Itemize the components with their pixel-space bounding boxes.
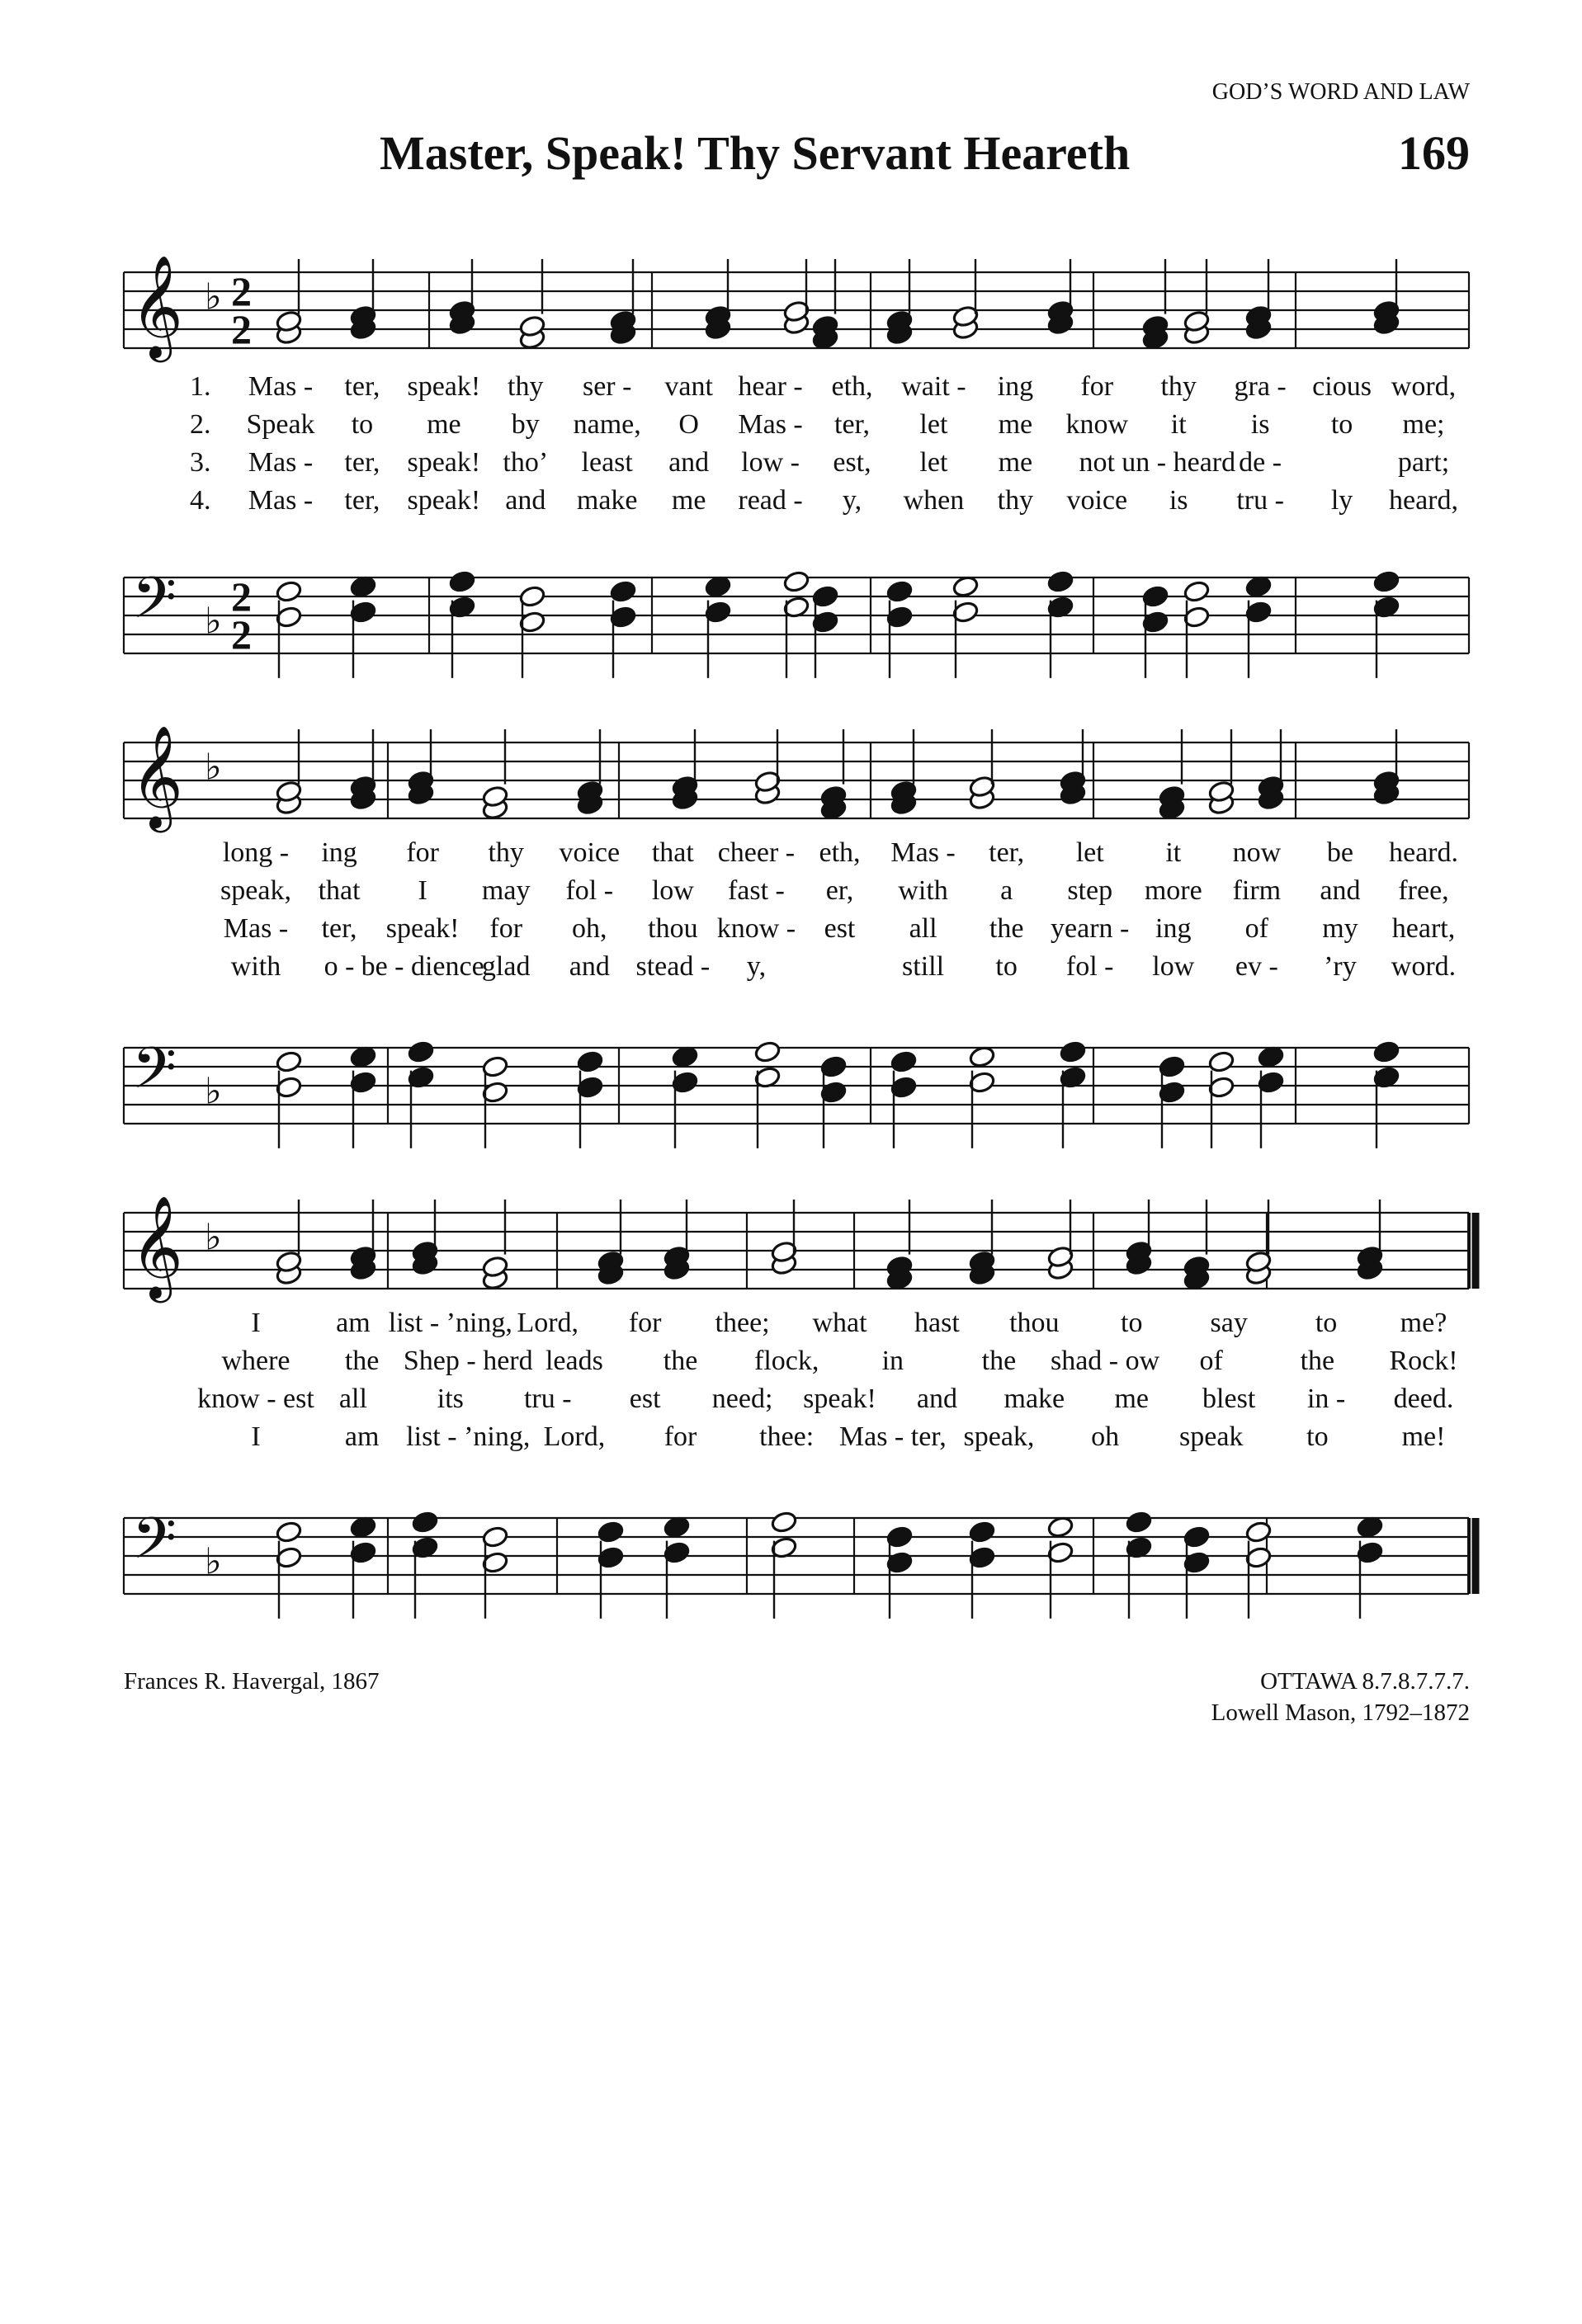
lyric-syllable: low: [651, 875, 694, 906]
note-head: [770, 1511, 797, 1534]
lyric-syllable: ev -: [1235, 951, 1278, 982]
lyric-syllable: to: [1306, 1421, 1329, 1452]
lyric-syllable: oh: [1091, 1421, 1120, 1452]
lyric-syllable: blest: [1202, 1384, 1256, 1414]
section-heading: GOD’S WORD AND LAW: [1211, 79, 1470, 105]
lyric-syllable: heard,: [1388, 485, 1459, 516]
lyric-syllable: cheer -: [717, 837, 796, 868]
lyric-syllable: what: [812, 1308, 867, 1338]
lyric-syllable: in -: [1306, 1384, 1346, 1414]
tune-credit: OTTAWA 8.7.8.7.7.7.: [1260, 1668, 1470, 1695]
lyric-syllable: hear -: [738, 371, 803, 402]
lyric-syllable: free,: [1398, 875, 1449, 906]
hymn-title: Master, Speak! Thy Servant Heareth: [380, 126, 1131, 180]
note-head: [411, 1511, 438, 1534]
lyric-syllable: fol -: [1065, 951, 1114, 982]
lyric-syllable: y,: [842, 485, 862, 516]
lyric-syllable: heart,: [1391, 913, 1456, 944]
lyric-syllable: tho’: [503, 447, 549, 478]
note-head: [576, 1050, 603, 1073]
note-head: [1244, 1520, 1272, 1544]
bass-clef: 𝄢: [132, 1035, 177, 1115]
note-head: [597, 1520, 624, 1544]
lyric-syllable: est,: [833, 447, 871, 478]
lyric-syllable: firm: [1232, 875, 1282, 906]
time-signature-bottom: 2: [231, 611, 252, 658]
lyric-syllable: eth,: [819, 837, 861, 868]
lyric-syllable: when: [903, 485, 965, 516]
lyric-syllable: read -: [738, 485, 803, 516]
note-head: [1059, 1040, 1086, 1063]
lyric-syllable: all: [909, 913, 937, 944]
lyric-syllable: Mas -: [248, 485, 314, 516]
lyric-syllable: my: [1322, 913, 1358, 944]
lyric-syllable: let: [1075, 837, 1104, 868]
treble-clef: 𝄞: [130, 725, 183, 828]
lyric-syllable: the: [989, 913, 1024, 944]
note-head: [885, 580, 913, 603]
lyric-syllable: Mas -: [248, 447, 314, 478]
lyric-syllable: to: [995, 951, 1018, 982]
lyric-syllable: not: [1079, 447, 1116, 478]
lyric-syllable: be: [1326, 837, 1353, 868]
note-head: [275, 1050, 302, 1073]
lyric-syllable: ing: [1155, 913, 1192, 944]
lyric-syllable: est: [629, 1384, 661, 1414]
lyric-syllable: Lord,: [543, 1421, 606, 1452]
composer-credit: Lowell Mason, 1792–1872: [1211, 1699, 1470, 1726]
note-head: [1183, 580, 1210, 603]
lyric-syllable: ing: [997, 371, 1034, 402]
lyric-syllable: Rock!: [1389, 1346, 1458, 1376]
lyric-syllable: in: [881, 1346, 904, 1376]
note-head: [1372, 1040, 1400, 1063]
lyric-syllable: thee;: [715, 1308, 770, 1338]
lyric-syllable: thee:: [759, 1421, 815, 1452]
lyric-syllable: where: [221, 1346, 290, 1376]
lyric-syllable: de -: [1239, 447, 1282, 478]
lyric-syllable: thou: [648, 913, 698, 944]
bass-staff: [124, 564, 1469, 678]
lyric-syllable: yearn -: [1051, 913, 1130, 944]
lyric-syllable: speak!: [385, 913, 460, 944]
lyric-syllable: speak!: [803, 1384, 876, 1414]
lyric-syllable: and: [668, 447, 710, 478]
note-head: [275, 1520, 302, 1544]
lyric-syllable: Lord,: [517, 1308, 579, 1338]
lyric-syllable: it: [1170, 409, 1187, 440]
lyric-syllable: voice: [1066, 485, 1128, 516]
lyric-syllable: heard.: [1388, 837, 1459, 868]
lyric-syllable: know: [1065, 409, 1129, 440]
lyric-syllable: least: [581, 447, 633, 478]
lyric-syllable: me: [671, 485, 706, 516]
lyric-syllable: may: [481, 875, 531, 906]
lyric-syllable: a: [1000, 875, 1013, 906]
lyric-syllable: of: [1244, 913, 1269, 944]
time-signature-bottom: 2: [231, 306, 252, 352]
lyric-syllable: hast: [914, 1308, 960, 1338]
note-head: [890, 1050, 917, 1073]
lyric-syllable: to: [1121, 1308, 1143, 1338]
lyric-syllable: Mas - ter,: [838, 1421, 947, 1452]
author-credit: Frances R. Havergal, 1867: [124, 1668, 380, 1695]
lyric-syllable: thy: [488, 837, 524, 868]
lyric-syllable: part;: [1397, 447, 1450, 478]
treble-clef: 𝄞: [130, 255, 183, 358]
lyric-syllable: speak,: [963, 1421, 1035, 1452]
lyric-syllable: to: [351, 409, 374, 440]
lyric-syllable: I: [251, 1421, 261, 1452]
lyric-syllable: me?: [1400, 1308, 1447, 1338]
lyric-syllable: for: [1080, 371, 1114, 402]
lyric-syllable: tru -: [1236, 485, 1284, 516]
lyric-syllable: speak: [1179, 1421, 1244, 1452]
lyric-syllable: all: [338, 1384, 367, 1414]
lyrics-system-1: [124, 371, 1469, 536]
lyric-syllable: now: [1232, 837, 1282, 868]
lyric-syllable: more: [1144, 875, 1202, 906]
bass-clef: 𝄢: [132, 564, 177, 645]
lyric-syllable: for: [489, 913, 523, 944]
lyric-syllable: still: [902, 951, 945, 982]
flat-key-signature: ♭: [205, 276, 222, 318]
lyric-syllable: fast -: [727, 875, 785, 906]
lyric-syllable: me;: [1402, 409, 1445, 440]
lyric-syllable: y,: [746, 951, 767, 982]
lyric-syllable: thy: [997, 485, 1034, 516]
lyric-syllable: me: [998, 447, 1033, 478]
lyric-syllable: long -: [222, 837, 290, 868]
lyrics-system-2: [124, 837, 1469, 1002]
lyric-syllable: make: [576, 485, 638, 516]
lyric-syllable: it: [1165, 837, 1182, 868]
verse-number: 4.: [190, 485, 211, 516]
lyric-syllable: ter,: [321, 913, 357, 944]
note-head: [1125, 1511, 1152, 1534]
lyric-syllable: I: [418, 875, 427, 906]
lyric-syllable: Mas -: [248, 371, 314, 402]
lyric-syllable: name,: [573, 409, 641, 440]
treble-staff: [124, 1195, 1476, 1303]
lyric-syllable: fol -: [565, 875, 614, 906]
lyric-syllable: be - dience: [361, 951, 484, 982]
lyric-syllable: speak!: [407, 485, 481, 516]
lyric-syllable: am: [344, 1421, 380, 1452]
lyric-syllable: low: [1152, 951, 1195, 982]
lyric-syllable: Mas -: [890, 837, 956, 868]
lyric-syllable: o -: [323, 951, 355, 982]
lyric-syllable: the: [663, 1346, 698, 1376]
lyric-syllable: word.: [1391, 951, 1457, 982]
lyric-syllable: list - ’ning,: [406, 1421, 531, 1452]
note-head: [275, 580, 302, 603]
lyric-syllable: thy: [508, 371, 544, 402]
hymn-number: 169: [1398, 126, 1470, 180]
lyric-syllable: say: [1210, 1308, 1248, 1338]
lyric-syllable: with: [898, 875, 948, 906]
lyric-syllable: un - heard: [1122, 447, 1236, 478]
lyric-syllable: shad - ow: [1050, 1346, 1160, 1376]
verse-number: 1.: [190, 371, 211, 402]
lyric-syllable: the: [1300, 1346, 1335, 1376]
lyric-syllable: the: [981, 1346, 1017, 1376]
flat-key-signature: ♭: [205, 600, 222, 643]
note-head: [448, 570, 475, 593]
note-head: [1046, 570, 1074, 593]
note-head: [968, 1520, 995, 1544]
lyric-syllable: vant: [664, 371, 713, 402]
lyric-syllable: is: [1250, 409, 1270, 440]
lyric-syllable: for: [628, 1308, 662, 1338]
lyric-syllable: me: [998, 409, 1033, 440]
lyric-syllable: for: [406, 837, 439, 868]
lyric-syllable: and: [1320, 875, 1361, 906]
lyric-syllable: Mas -: [738, 409, 803, 440]
lyric-syllable: oh,: [572, 913, 607, 944]
lyric-syllable: that: [318, 875, 361, 906]
lyric-syllable: est: [824, 913, 856, 944]
lyric-syllable: ter,: [344, 485, 380, 516]
lyric-syllable: to: [1330, 409, 1353, 440]
lyric-syllable: Mas -: [223, 913, 289, 944]
lyric-syllable: cious: [1312, 371, 1372, 402]
lyric-syllable: and: [505, 485, 546, 516]
verse-number: 3.: [190, 447, 211, 478]
lyric-syllable: ter,: [344, 447, 380, 478]
lyric-syllable: low -: [741, 447, 800, 478]
note-head: [1207, 1050, 1235, 1073]
lyric-syllable: O: [678, 409, 699, 440]
lyric-syllable: ing: [321, 837, 357, 868]
lyric-syllable: voice: [559, 837, 621, 868]
treble-staff: [124, 725, 1469, 832]
lyric-syllable: to: [1315, 1308, 1338, 1338]
lyric-syllable: speak,: [220, 875, 291, 906]
lyric-syllable: need;: [711, 1384, 773, 1414]
treble-clef: 𝄞: [130, 1195, 183, 1299]
bass-clef: 𝄢: [132, 1505, 177, 1586]
lyric-syllable: gra -: [1234, 371, 1287, 402]
lyric-syllable: speak!: [407, 371, 481, 402]
lyric-syllable: glad: [481, 951, 531, 982]
lyric-syllable: me!: [1401, 1421, 1446, 1452]
time-signature-top: 2: [231, 573, 252, 620]
lyric-syllable: list - ’ning,: [388, 1308, 512, 1338]
lyric-syllable: me: [1114, 1384, 1150, 1414]
lyric-syllable: know -: [716, 913, 796, 944]
note-head: [753, 1040, 781, 1063]
lyric-syllable: thy: [1160, 371, 1197, 402]
treble-staff: [124, 255, 1469, 362]
lyric-syllable: thou: [1009, 1308, 1060, 1338]
lyric-syllable: step: [1067, 875, 1113, 906]
lyric-syllable: its: [437, 1384, 464, 1414]
lyric-syllable: flock,: [753, 1346, 819, 1376]
lyric-syllable: am: [336, 1308, 371, 1338]
lyric-syllable: ’ry: [1324, 951, 1357, 982]
lyric-syllable: and: [916, 1384, 957, 1414]
lyric-syllable: tru -: [523, 1384, 572, 1414]
lyric-syllable: that: [651, 837, 694, 868]
bass-staff: [124, 1035, 1469, 1148]
note-head: [609, 580, 636, 603]
lyric-syllable: me: [427, 409, 461, 440]
flat-key-signature: ♭: [205, 746, 222, 789]
lyric-syllable: let: [919, 409, 948, 440]
lyric-syllable: wait -: [901, 371, 966, 402]
lyric-syllable: ser -: [582, 371, 632, 402]
lyric-syllable: ly: [1330, 485, 1353, 516]
lyric-syllable: Speak: [246, 409, 315, 440]
lyric-syllable: is: [1169, 485, 1188, 516]
verse-number: 2.: [190, 409, 211, 440]
lyric-syllable: eth,: [831, 371, 873, 402]
bass-staff: [124, 1505, 1476, 1619]
lyric-syllable: for: [663, 1421, 697, 1452]
lyric-syllable: of: [1199, 1346, 1223, 1376]
lyric-syllable: the: [344, 1346, 380, 1376]
lyric-syllable: stead -: [635, 951, 711, 982]
lyric-syllable: by: [511, 409, 540, 440]
lyric-syllable: speak!: [407, 447, 481, 478]
lyric-syllable: I: [251, 1308, 261, 1338]
flat-key-signature: ♭: [205, 1540, 222, 1583]
lyric-syllable: and: [569, 951, 610, 982]
flat-key-signature: ♭: [205, 1070, 222, 1113]
lyric-syllable: ter,: [834, 409, 870, 440]
lyric-syllable: leads: [545, 1346, 603, 1376]
lyric-syllable: ter,: [989, 837, 1025, 868]
lyric-syllable: Shep - herd: [403, 1346, 533, 1376]
flat-key-signature: ♭: [205, 1216, 222, 1259]
note-head: [782, 570, 810, 593]
lyric-syllable: make: [1004, 1384, 1065, 1414]
lyric-syllable: with: [230, 951, 281, 982]
note-head: [407, 1040, 434, 1063]
lyric-syllable: let: [919, 447, 948, 478]
note-head: [1372, 570, 1400, 593]
lyric-syllable: know - est: [197, 1384, 314, 1414]
time-signature-top: 2: [231, 268, 252, 314]
lyric-syllable: word,: [1391, 371, 1457, 402]
lyric-syllable: deed.: [1393, 1384, 1454, 1414]
lyric-syllable: er,: [825, 875, 854, 906]
lyrics-system-3: [124, 1308, 1469, 1473]
lyric-syllable: ter,: [344, 371, 380, 402]
